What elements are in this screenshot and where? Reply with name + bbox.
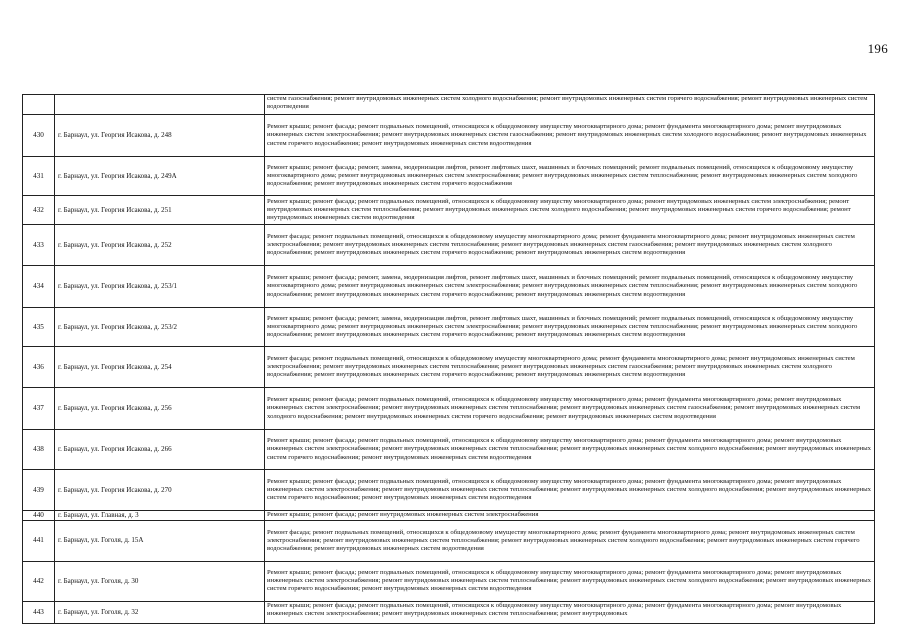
row-works-text: Ремонт крыши; ремонт фасада; ремонт подвальных помещений, относящихся к общедомовому имуществу многоквартирного дома; ремонт фундамента многоквартирного дома; ремонт внутридомовых инженерных систем электроснабжения; ремонт внутридомовых инженерных систем теплоснабжения; ремонт внутридомовых — [267, 601, 842, 617]
row-number: 439 — [23, 470, 55, 511]
row-works — [265, 95, 875, 115]
row-number: 437 — [23, 388, 55, 430]
table-row — [23, 511, 875, 521]
row-address: г. Барнаул, ул. Гоголя, д. 15А — [55, 520, 265, 561]
row-works-text: Ремонт крыши; ремонт фасада; ремонт, замена, модернизация лифтов, ремонт лифтовых шахт, машинных и блочных помещений; ремонт подвальных помещений, относящихся к общедомовому имуществу многоквартирного дома; ремонт внутридомовых инженерных систем электроснабжения; ремонт внутридомовых инженерных систем теплоснабжения; ремонт внутридомовых инженерных систем холодного водоснабжения; ремонт внутридомовых инженерных систем горячего водоснабжения; ремонт внутридомовых инженерных систем водоотведения — [267, 274, 858, 298]
table-row — [23, 470, 875, 511]
row-number: 443 — [23, 601, 55, 623]
row-number: 430 — [23, 115, 55, 157]
row-works-text: Ремонт крыши; ремонт фасада; ремонт подвальных помещений, относящихся к общедомовому имуществу многоквартирного дома; ремонт фундамента многоквартирного дома; ремонт внутридомовых инженерных систем электроснабжения; ремонт внутридомовых инженерных систем теплоснабжения; ремонт внутридомовых инженерных систем холодного водоснабжения; ремонт внутридомовых инженерных систем горячего водоснабжения; ремонт внутридомовых инженерных систем водоотведения — [267, 569, 871, 593]
table-row — [23, 266, 875, 308]
row-address: г. Барнаул, ул. Георгия Исакова, д. 249А — [55, 157, 265, 196]
table-row — [23, 196, 875, 225]
repair-register-table — [22, 94, 875, 624]
row-works-text: Ремонт крыши; ремонт фасада; ремонт подвальных помещений, относящихся к общедомовому имуществу многоквартирного дома; ремонт фундамента многоквартирного дома; ремонт внутридомовых инженерных систем электроснабжения; ремонт внутридомовых инженерных систем газоснабжения; ремонт внутридомовых инженерных систем холодного водоснабжения; ремонт внутридомовых инженерных систем горячего водоснабжения; ремонт внутридомовых инженерных систем водоотведения — [267, 123, 867, 147]
row-number: 431 — [23, 157, 55, 196]
row-number: 435 — [23, 308, 55, 347]
row-number: 440 — [23, 511, 55, 521]
row-works — [265, 511, 875, 521]
row-address: г. Барнаул, ул. Георгия Исакова, д. 248 — [55, 115, 265, 157]
row-works — [265, 561, 875, 601]
row-works — [265, 157, 875, 196]
row-works-text: Ремонт крыши; ремонт фасада; ремонт подвальных помещений, относящихся к общедомовому имуществу многоквартирного дома; ремонт фундамента многоквартирного дома; ремонт внутридомовых инженерных систем электроснабжения; ремонт внутридомовых инженерных систем теплоснабжения; ремонт внутридомовых инженерных систем холодного водоснабжения; ремонт внутридомовых инженерных систем горячего водоснабжения; ремонт внутридомовых инженерных систем водоотведения — [267, 437, 871, 461]
row-address — [55, 95, 265, 115]
row-works — [265, 308, 875, 347]
table-row — [23, 347, 875, 388]
row-works — [265, 196, 875, 225]
row-number: 433 — [23, 225, 55, 266]
row-works — [265, 225, 875, 266]
row-works-text: Ремонт крыши; ремонт фасада; ремонт, замена, модернизация лифтов, ремонт лифтовых шахт, машинных и блочных помещений; ремонт подвальных помещений, относящихся к общедомовому имуществу многоквартирного дома; ремонт внутридомовых инженерных систем электроснабжения; ремонт внутридомовых инженерных систем теплоснабжения; ремонт внутридомовых инженерных систем холодного водоснабжения; ремонт внутридомовых инженерных систем горячего водоснабжения; ремонт внутридомовых инженерных систем водоотведения — [267, 314, 858, 339]
table-row — [23, 308, 875, 347]
row-works-text: Ремонт крыши; ремонт фасада; ремонт внутридомовых инженерных систем электроснабжения — [267, 511, 539, 519]
row-works — [265, 115, 875, 157]
row-address: г. Барнаул, ул. Георгия Исакова, д. 253/2 — [55, 308, 265, 347]
row-address: г. Барнаул, ул. Георгия Исакова, д. 254 — [55, 347, 265, 388]
row-works-text: Ремонт фасада; ремонт подвальных помещений, относящихся к общедомовому имуществу многоквартирного дома; ремонт фундамента многоквартирного дома; ремонт внутридомовых инженерных систем электроснабжения; ремонт внутридомовых инженерных систем теплоснабжения; ремонт внутридомовых инженерных систем холодного водоснабжения; ремонт внутридомовых инженерных систем горячего водоснабжения; ремонт внутридомовых инженерных систем водоотведения — [267, 528, 860, 552]
table-row — [23, 115, 875, 157]
row-works — [265, 430, 875, 470]
row-works-text: Ремонт крыши; ремонт фасада; ремонт подвальных помещений, относящихся к общедомовому имуществу многоквартирного дома; ремонт внутридомовых инженерных систем электроснабжения; ремонт внутридомовых инженерных систем теплоснабжения; ремонт внутридомовых инженерных систем холодного водоснабжения; ремонт внутридомовых инженерных систем горячего водоснабжения; ремонт внутридомовых инженерных систем водоотведения — [267, 197, 851, 222]
row-number: 436 — [23, 347, 55, 388]
row-address: г. Барнаул, ул. Гоголя, д. 32 — [55, 601, 265, 623]
row-address: г. Барнаул, ул. Георгия Исакова, д. 270 — [55, 470, 265, 511]
row-address: г. Барнаул, ул. Георгия Исакова, д. 253/1 — [55, 266, 265, 308]
table-row — [23, 430, 875, 470]
row-works — [265, 601, 875, 623]
row-number: 438 — [23, 430, 55, 470]
row-address: г. Барнаул, ул. Георгия Исакова, д. 256 — [55, 388, 265, 430]
page-number: 196 — [867, 41, 888, 56]
table-row — [23, 520, 875, 561]
row-works — [265, 470, 875, 511]
row-works-text: Ремонт крыши; ремонт фасада; ремонт, замена, модернизация лифтов, ремонт лифтовых шахт, машинных и блочных помещений; ремонт подвальных помещений, относящихся к общедомовому имуществу многоквартирного дома; ремонт внутридомовых инженерных систем электроснабжения; ремонт внутридомовых инженерных систем теплоснабжения; ремонт внутридомовых инженерных систем холодного водоснабжения; ремонт внутридомовых инженерных систем горячего водоснабжения — [267, 163, 858, 188]
row-works-text: Ремонт крыши; ремонт фасада; ремонт подвальных помещений, относящихся к общедомовому имуществу многоквартирного дома; ремонт фундамента многоквартирного дома; ремонт внутридомовых инженерных систем электроснабжения; ремонт внутридомовых инженерных систем теплоснабжения; ремонт внутридомовых инженерных систем холодного водоснабжения; ремонт внутридомовых инженерных систем горячего водоснабжения; ремонт внутридомовых инженерных систем водоотведения — [267, 477, 871, 502]
row-works-text: систем газоснабжения; ремонт внутридомовых инженерных систем холодного водоснабжения; ремонт внутридомовых инженерных систем горячего водоснабжения; ремонт внутридомовых инженерных систем водоотведения — [267, 95, 868, 111]
row-address: г. Барнаул, ул. Георгия Исакова, д. 252 — [55, 225, 265, 266]
table-body — [23, 95, 875, 624]
row-address: г. Барнаул, ул. Георгия Исакова, д. 251 — [55, 196, 265, 225]
row-works — [265, 266, 875, 308]
row-address: г. Барнаул, ул. Гоголя, д. 30 — [55, 561, 265, 601]
table-row — [23, 561, 875, 601]
row-number: 441 — [23, 520, 55, 561]
row-works-text: Ремонт крыши; ремонт фасада; ремонт подвальных помещений, относящихся к общедомовому имуществу многоквартирного дома; ремонт фундамента многоквартирного дома; ремонт внутридомовых инженерных систем электроснабжения; ремонт внутридомовых инженерных систем теплоснабжения; ремонт внутридомовых инженерных систем газоснабжения; ремонт внутридомовых инженерных систем холодного водоснабжения; ремонт внутридомовых инженерных систем горячего водоснабжения; ремонт внутридомовых инженерных систем водоотведения — [267, 396, 861, 420]
row-number: 432 — [23, 196, 55, 225]
row-address: г. Барнаул, ул. Георгия Исакова, д. 266 — [55, 430, 265, 470]
table-row — [23, 601, 875, 623]
row-works — [265, 520, 875, 561]
table-row — [23, 225, 875, 266]
table-row — [23, 388, 875, 430]
row-number: 434 — [23, 266, 55, 308]
row-works — [265, 388, 875, 430]
row-works — [265, 347, 875, 388]
table-row — [23, 95, 875, 115]
table-row — [23, 157, 875, 196]
row-works-text: Ремонт фасада; ремонт подвальных помещений, относящихся к общедомовому имуществу многоквартирного дома; ремонт фундамента многоквартирного дома; ремонт внутридомовых инженерных систем электроснабжения; ремонт внутридомовых инженерных систем теплоснабжения; ремонт внутридомовых инженерных систем газоснабжения; ремонт внутридомовых инженерных систем холодного водоснабжения; ремонт внутридомовых инженерных систем горячего водоснабжения; ремонт внутридомовых инженерных систем водоотведения — [267, 232, 855, 257]
row-works-text: Ремонт фасада; ремонт подвальных помещений, относящихся к общедомовому имуществу многоквартирного дома; ремонт фундамента многоквартирного дома; ремонт внутридомовых инженерных систем электроснабжения; ремонт внутридомовых инженерных систем теплоснабжения; ремонт внутридомовых инженерных систем газоснабжения; ремонт внутридомовых инженерных систем холодного водоснабжения; ремонт внутридомовых инженерных систем горячего водоснабжения; ремонт внутридомовых инженерных систем водоотведения — [267, 354, 855, 379]
row-number — [23, 95, 55, 115]
row-address: г. Барнаул, ул. Главная, д. 3 — [55, 511, 265, 521]
row-number: 442 — [23, 561, 55, 601]
